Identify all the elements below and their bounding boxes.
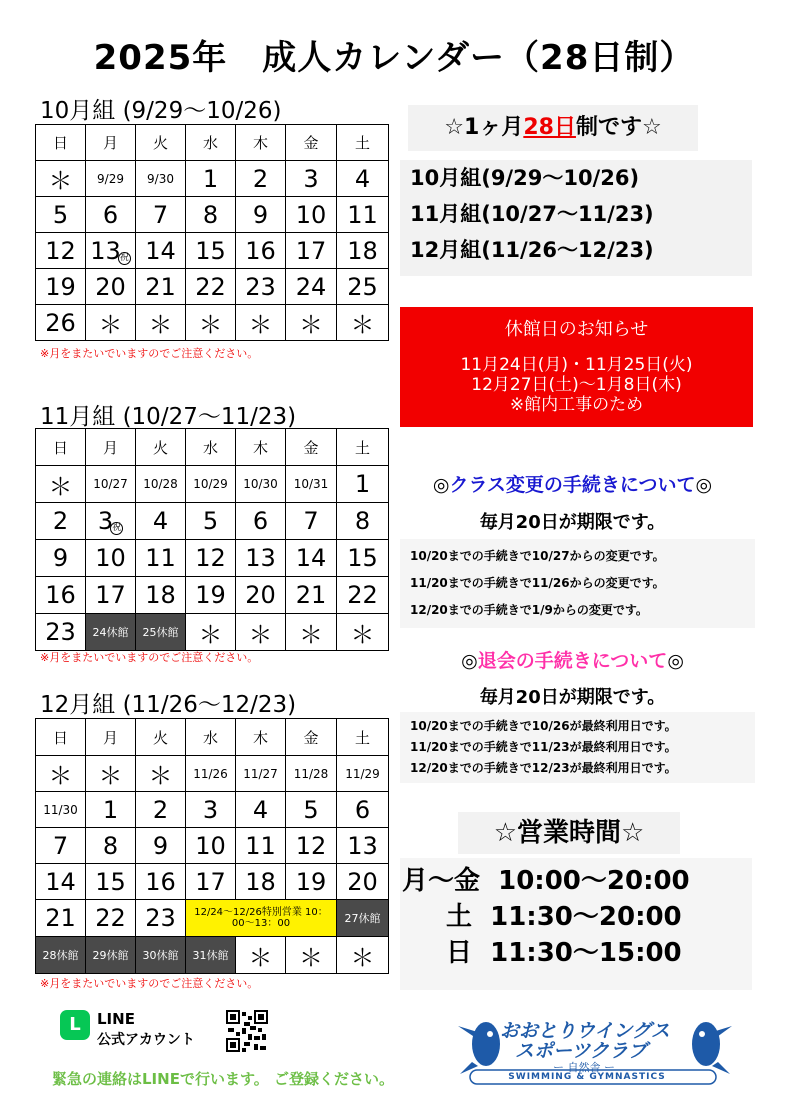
- day-cell: 10: [286, 197, 337, 233]
- day-cell: 4: [337, 161, 389, 197]
- day-cell: 25: [337, 269, 389, 305]
- day-cell: 19: [186, 577, 236, 614]
- day-cell: 15: [86, 864, 136, 900]
- day-cell: 13: [337, 828, 389, 864]
- day-cell: 20: [86, 269, 136, 305]
- info-line: 10/20までの手続きで10/27からの変更です。: [410, 549, 665, 563]
- closed-day-cell: 31休館: [186, 937, 236, 974]
- day-cell: 2: [236, 161, 286, 197]
- day-cell: 5: [36, 197, 86, 233]
- day-cell: 17: [286, 233, 337, 269]
- day-cell: 11/26: [186, 756, 236, 792]
- day-cell: 16: [136, 864, 186, 900]
- day-cell: 10/31: [286, 466, 337, 503]
- closed-day-cell: 28休館: [36, 937, 86, 974]
- day-cell: ＊: [286, 305, 337, 341]
- day-cell: 11/27: [236, 756, 286, 792]
- day-cell: 10: [186, 828, 236, 864]
- nov-calendar: [35, 428, 389, 651]
- day-cell: 17: [186, 864, 236, 900]
- day-cell: ＊: [286, 937, 337, 974]
- system-heading-pre: ☆1ヶ月: [444, 115, 524, 140]
- day-cell: 21: [36, 900, 86, 937]
- closed-day-cell: 27休館: [337, 900, 389, 937]
- dec-group-title: 12月組 (11/26〜12/23): [40, 692, 297, 718]
- day-cell: 23: [136, 900, 186, 937]
- day-cell: ＊: [236, 614, 286, 651]
- oct-group-title: 10月組 (9/29〜10/26): [40, 98, 282, 124]
- day-cell: ＊: [86, 756, 136, 792]
- hours-day-label: 月〜金: [402, 866, 481, 896]
- day-cell: ＊: [337, 937, 389, 974]
- withdraw-heading-text: 退会の手続きについて: [477, 650, 668, 672]
- weekday-thu: 木: [236, 429, 286, 466]
- day-cell: 23: [36, 614, 86, 651]
- day-cell: 20: [236, 577, 286, 614]
- day-cell: 4: [236, 792, 286, 828]
- closed-day-cell: 30休館: [136, 937, 186, 974]
- weekday-wed: 水: [186, 719, 236, 756]
- weekday-tue: 火: [136, 125, 186, 161]
- day-cell: ＊: [286, 614, 337, 651]
- day-cell: 9: [236, 197, 286, 233]
- special-hours-cell: 12/24〜12/26特別営業 10：00〜13：00: [186, 900, 337, 937]
- double-circle-icon: ◎: [432, 474, 450, 496]
- weekday-fri: 金: [286, 429, 337, 466]
- nov-note: ※月をまたいでいますのでご注意ください。: [40, 651, 259, 664]
- double-circle-icon: ◎: [461, 650, 478, 672]
- system-heading-red: 28日: [523, 115, 576, 140]
- day-cell: 11: [337, 197, 389, 233]
- closure-reason: ※館内工事のため: [509, 395, 644, 415]
- day-cell: 5: [186, 503, 236, 540]
- club-kanji: ー 自然舎 ー: [553, 1061, 615, 1074]
- hours-day-label: 土: [446, 902, 473, 932]
- info-line: 11/20までの手続きで11/23が最終利用日です。: [410, 740, 677, 754]
- day-cell: 18: [236, 864, 286, 900]
- group-period-oct: 10月組(9/29〜10/26): [410, 166, 640, 190]
- day-cell: 12: [36, 233, 86, 269]
- day-cell: 9/30: [136, 161, 186, 197]
- day-cell: ＊: [36, 161, 86, 197]
- day-cell: 11/30: [36, 792, 86, 828]
- day-cell: 4: [136, 503, 186, 540]
- weekday-sun: 日: [36, 719, 86, 756]
- day-cell: ＊: [36, 466, 86, 503]
- double-circle-icon: ◎: [695, 474, 713, 496]
- day-cell: 6: [236, 503, 286, 540]
- day-cell: 12: [286, 828, 337, 864]
- holiday-cell: [86, 503, 136, 540]
- day-cell: ＊: [236, 305, 286, 341]
- hours-time: 11:30〜20:00: [490, 902, 682, 932]
- day-cell: 8: [337, 503, 389, 540]
- day-cell: 1: [186, 161, 236, 197]
- class-change-heading: [400, 470, 745, 497]
- class-change-deadline: 毎月20日が期限です。: [479, 512, 666, 533]
- group-periods: [400, 160, 752, 276]
- class-change-info: [400, 539, 755, 628]
- day-cell: ＊: [136, 756, 186, 792]
- hours-weekday: [402, 860, 690, 897]
- day-cell: 20: [337, 864, 389, 900]
- day-cell: 14: [36, 864, 86, 900]
- oct-note: ※月をまたいでいますのでご注意ください。: [40, 347, 259, 360]
- day-cell: 22: [86, 900, 136, 937]
- day-number: 3: [97, 507, 114, 535]
- day-cell: 24: [286, 269, 337, 305]
- group-period-nov: 11月組(10/27〜11/23): [410, 202, 654, 226]
- day-cell: 11: [236, 828, 286, 864]
- info-line: 12/20までの手続きで12/23が最終利用日です。: [410, 761, 677, 775]
- club-name-line1: おおとりウイングス: [500, 1020, 670, 1042]
- withdraw-info: [400, 712, 755, 783]
- class-change-heading-text: クラス変更の手続きについて: [449, 474, 696, 496]
- weekday-thu: 木: [236, 719, 286, 756]
- hours-time: 10:00〜20:00: [498, 866, 690, 896]
- line-message: 緊急の連絡はLINEで行います。 ご登録ください。: [52, 1070, 394, 1088]
- day-cell: 10/30: [236, 466, 286, 503]
- qr-code-icon[interactable]: [226, 1010, 268, 1052]
- day-cell: 22: [337, 577, 389, 614]
- weekday-fri: 金: [286, 719, 337, 756]
- closure-line: 12月27日(土)〜1月8日(木): [471, 375, 682, 395]
- weekday-mon: 月: [86, 125, 136, 161]
- line-name: LINE: [97, 1010, 135, 1028]
- weekday-sat: 土: [337, 429, 389, 466]
- day-cell: ＊: [186, 614, 236, 651]
- weekday-mon: 月: [86, 719, 136, 756]
- weekday-mon: 月: [86, 429, 136, 466]
- day-cell: ＊: [136, 305, 186, 341]
- day-cell: 3: [186, 792, 236, 828]
- day-cell: 8: [86, 828, 136, 864]
- hours-sunday: [446, 932, 682, 969]
- dec-note: ※月をまたいでいますのでご注意ください。: [40, 977, 259, 990]
- day-cell: 18: [136, 577, 186, 614]
- day-cell: 10: [86, 540, 136, 577]
- day-cell: 11/29: [337, 756, 389, 792]
- day-cell: 7: [36, 828, 86, 864]
- system-heading-post: 制です☆: [575, 115, 662, 140]
- line-official-account: 公式アカウント: [97, 1032, 195, 1048]
- day-cell: 10/28: [136, 466, 186, 503]
- weekday-sat: 土: [337, 125, 389, 161]
- closure-notice: [400, 307, 753, 427]
- weekday-tue: 火: [136, 429, 186, 466]
- withdraw-deadline: 毎月20日が期限です。: [479, 687, 666, 708]
- hours-day-label: 日: [446, 938, 473, 968]
- day-cell: 11: [136, 540, 186, 577]
- day-cell: ＊: [186, 305, 236, 341]
- oct-calendar: [35, 124, 389, 341]
- weekday-thu: 木: [236, 125, 286, 161]
- weekday-wed: 水: [186, 429, 236, 466]
- weekday-sat: 土: [337, 719, 389, 756]
- day-number: 13: [90, 236, 121, 265]
- weekday-tue: 火: [136, 719, 186, 756]
- holiday-mark: 祝: [112, 523, 122, 533]
- day-cell: 26: [36, 305, 86, 341]
- weekday-sun: 日: [36, 125, 86, 161]
- day-cell: 16: [236, 233, 286, 269]
- day-cell: 22: [186, 269, 236, 305]
- day-cell: 16: [36, 577, 86, 614]
- day-cell: 15: [337, 540, 389, 577]
- hours-heading: ☆営業時間☆: [458, 812, 680, 854]
- day-cell: 7: [136, 197, 186, 233]
- day-cell: 7: [286, 503, 337, 540]
- club-english: SWIMMING & GYMNASTICS: [508, 1072, 666, 1082]
- closed-day-cell: 29休館: [86, 937, 136, 974]
- day-cell: 12: [186, 540, 236, 577]
- system-heading: [408, 105, 698, 151]
- dec-calendar: [35, 718, 389, 974]
- day-cell: 1: [86, 792, 136, 828]
- day-cell: 21: [286, 577, 337, 614]
- day-cell: 9: [136, 828, 186, 864]
- weekday-wed: 水: [186, 125, 236, 161]
- day-cell: 14: [286, 540, 337, 577]
- day-cell: 17: [86, 577, 136, 614]
- day-cell: 5: [286, 792, 337, 828]
- day-cell: 14: [136, 233, 186, 269]
- day-cell: ＊: [236, 937, 286, 974]
- group-period-dec: 12月組(11/26〜12/23): [410, 238, 654, 262]
- day-cell: ＊: [337, 305, 389, 341]
- page-title: 2025年 成人カレンダー（28日制）: [93, 38, 695, 78]
- double-circle-icon: ◎: [667, 650, 684, 672]
- closed-day-cell: 24休館: [86, 614, 136, 651]
- day-cell: 6: [337, 792, 389, 828]
- day-cell: 2: [36, 503, 86, 540]
- business-hours: [400, 858, 752, 990]
- day-cell: ＊: [86, 305, 136, 341]
- club-name-line2: スポーツクラブ: [515, 1040, 648, 1062]
- day-cell: 13: [236, 540, 286, 577]
- day-cell: 9: [36, 540, 86, 577]
- nov-group-title: 11月組 (10/27〜11/23): [40, 404, 297, 430]
- day-cell: 19: [36, 269, 86, 305]
- holiday-mark: 祝: [119, 252, 129, 263]
- hours-saturday: [446, 896, 682, 933]
- info-line: 10/20までの手続きで10/26が最終利用日です。: [410, 719, 677, 733]
- weekday-fri: 金: [286, 125, 337, 161]
- closure-heading: 休館日のお知らせ: [504, 319, 649, 340]
- day-cell: 15: [186, 233, 236, 269]
- day-cell: 8: [186, 197, 236, 233]
- closure-line: 11月24日(月)・11月25日(火): [460, 355, 693, 375]
- day-cell: 10/27: [86, 466, 136, 503]
- weekday-sun: 日: [36, 429, 86, 466]
- day-cell: 9/29: [86, 161, 136, 197]
- day-cell: 23: [236, 269, 286, 305]
- day-cell: ＊: [36, 756, 86, 792]
- day-cell: 18: [337, 233, 389, 269]
- withdraw-heading: [400, 646, 745, 673]
- day-cell: 2: [136, 792, 186, 828]
- hours-time: 11:30〜15:00: [490, 938, 682, 968]
- day-cell: 21: [136, 269, 186, 305]
- day-cell: 11/28: [286, 756, 337, 792]
- day-cell: ＊: [337, 614, 389, 651]
- info-line: 11/20までの手続きで11/26からの変更です。: [410, 576, 665, 590]
- closed-day-cell: 25休館: [136, 614, 186, 651]
- day-cell: 3: [286, 161, 337, 197]
- day-cell: 1: [337, 466, 389, 503]
- holiday-cell: [86, 233, 136, 269]
- line-icon[interactable]: L: [60, 1010, 90, 1040]
- day-cell: 6: [86, 197, 136, 233]
- day-cell: 19: [286, 864, 337, 900]
- info-line: 12/20までの手続きで1/9からの変更です。: [410, 603, 648, 617]
- day-cell: 10/29: [186, 466, 236, 503]
